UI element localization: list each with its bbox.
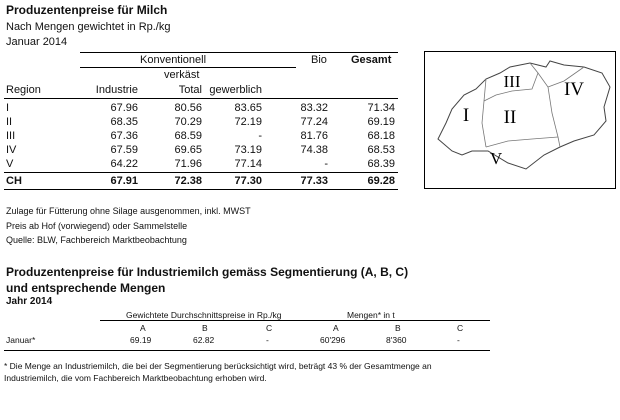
cell-gewerblich: 83.65 [234,102,262,114]
total-total: 72.38 [174,175,202,187]
row-region: II [6,116,13,128]
map-label-region: II [503,107,517,128]
group-header-gesamt: Gesamt [351,54,392,66]
group-header-mengen: Mengen* in t [347,310,395,320]
note-silage: Zulage für Fütterung ohne Silage ausgenommen, inkl. MWST [6,206,251,216]
cell-gewerblich: 73.19 [234,144,262,156]
col-header-industrie: Industrie [95,84,138,96]
region-map [424,51,616,189]
total-row-region: CH [6,175,22,187]
cell-bio: 74.38 [300,144,328,156]
total-top-rule [4,172,398,173]
col-header-region: Region [6,84,41,96]
note-preis: Preis ab Hof (vorwiegend) oder Sammelstelle [6,221,188,231]
section2-title-line2: und entsprechende Mengen [6,281,166,295]
value-menge-c: - [457,335,460,345]
col-b: B [202,323,208,333]
col-header-gewerblich: gewerblich [209,84,262,96]
section2-year: Jahr 2014 [6,296,53,307]
col-c: C [457,323,464,333]
col-a: A [140,323,146,333]
segment-header-rule [100,320,490,321]
cell-bio: - [324,158,328,170]
total-bio: 77.33 [300,175,328,187]
report-date: Januar 2014 [6,36,68,48]
row-label-januar: Januar* [6,335,36,345]
col-c: C [266,323,273,333]
cell-total: 71.96 [174,158,202,170]
col-b: B [395,323,401,333]
page-title: Produzentenpreise für Milch [6,3,168,17]
cell-gesamt: 68.18 [367,130,395,142]
value-price-a: 69.19 [130,335,152,345]
col-header-verkaest: verkäst [164,69,200,81]
cell-gesamt: 68.53 [367,144,395,156]
group-header-bio: Bio [311,54,327,66]
cell-gewerblich: 72.19 [234,116,262,128]
cell-gesamt: 71.34 [367,102,395,114]
cell-industrie: 67.36 [110,130,138,142]
section2-title-line1: Produzentenpreise für Industriemilch gemäss Segmentierung (A, B, C) [6,265,409,279]
note-quelle: Quelle: BLW, Fachbereich Marktbeobachtung [6,235,187,245]
cell-total: 80.56 [174,102,202,114]
cell-total: 68.59 [174,130,202,142]
cell-industrie: 68.35 [110,116,138,128]
col-a: A [333,323,339,333]
cell-bio: 83.32 [300,102,328,114]
cell-gesamt: 69.19 [367,116,395,128]
map-label-region: V [489,149,503,168]
map-label-region: III [503,72,521,91]
value-menge-a: 60'296 [320,335,346,345]
konventionell-rule [80,67,296,68]
map-label-region: I [462,105,470,126]
cell-total: 69.65 [174,144,202,156]
cell-industrie: 67.96 [110,102,138,114]
section2-title [6,264,408,296]
cell-bio: 77.24 [300,116,328,128]
cell-bio: 81.76 [300,130,328,142]
group-header-prices: Gewichtete Durchschnittspreise in Rp./kg [126,310,282,320]
page-subtitle: Nach Mengen gewichtet in Rp./kg [6,21,171,33]
row-region: V [6,158,14,170]
cell-gewerblich: - [258,130,262,142]
segment-bottom-rule [4,350,490,351]
header-rule [4,98,398,99]
cell-industrie: 64.22 [110,158,138,170]
value-menge-b: 8'360 [386,335,407,345]
row-region: I [6,102,10,114]
map-label-region: IV [563,79,585,100]
col-header-total: Total [178,84,202,96]
total-gesamt: 69.28 [367,175,395,187]
cell-industrie: 67.59 [110,144,138,156]
total-gewerblich: 77.30 [234,175,262,187]
footnote: * Die Menge an Industriemilch, die bei der Segmentierung berücksichtigt wird, beträgt 43 % der Gesamtmenge an Industriemilch, die vom Fachbereich Marktbeobachtung erhoben wird. [4,361,432,383]
cell-total: 70.29 [174,116,202,128]
value-price-b: 62.82 [193,335,215,345]
total-industrie: 67.91 [110,175,138,187]
cell-gewerblich: 77.14 [234,158,262,170]
table-top-rule [80,52,398,53]
value-price-c: - [266,335,269,345]
row-region: III [6,130,16,142]
group-header-konventionell: Konventionell [140,54,207,66]
cell-gesamt: 68.39 [367,158,395,170]
table-bottom-rule [4,189,398,190]
row-region: IV [6,144,17,156]
